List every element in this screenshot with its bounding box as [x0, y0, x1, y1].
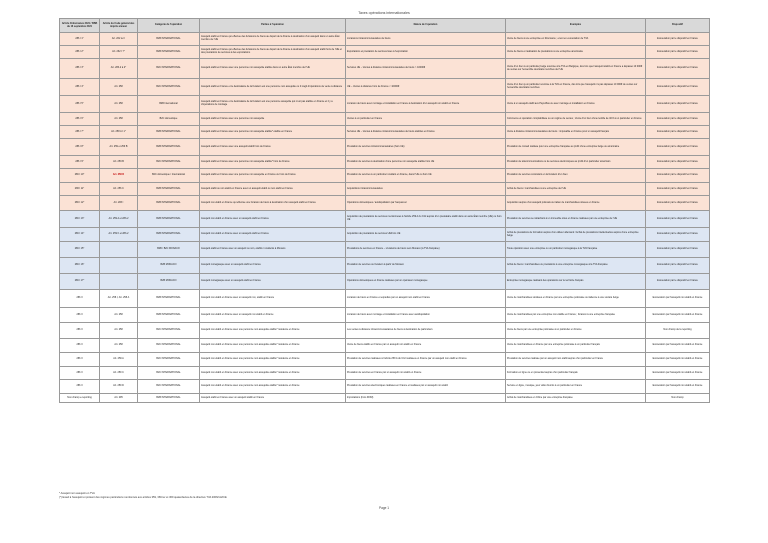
row-parties: Assujetti non établi en France avec un assujetti non, établi en France [200, 290, 346, 308]
row-parties: Assujetti non établi en France avec une personne non assujettie établie* résidente en France [200, 323, 346, 339]
row-parties: Assujetti non établi en France avec un assujetti établi en France [200, 211, 346, 228]
row-example: Vente d'un bien à un particulier soumise à la TVA en France, dès lors que l'assujetti n'a pas dépassé 10 000€ de ventes sur l'ensemble des États membres [506, 79, 646, 96]
row-cgi: Art. 259 A [100, 353, 138, 367]
row-dispositif: Exoneration par le dispositif en France [646, 113, 710, 126]
table-row [60, 59, 710, 79]
header-article-ordonnance: Article Ordonnance 2021 / BBB du 16 septembre 2021 [60, 19, 100, 33]
header-categorie: Catégorie de l'opération [138, 19, 200, 33]
row-article: 286 I 17° [60, 274, 100, 290]
table-row [60, 33, 710, 46]
row-dispositif: Exoneration par le dispositif en France [646, 79, 710, 96]
row-nature: Acquisitions intracommunautaires [346, 183, 506, 196]
row-category: B2B MONACO [138, 274, 200, 290]
table-row [60, 353, 710, 367]
row-example: Achat de prestations de formation auprès d'un éditeur allemand / Achat de prestations intellectuelles auprès d'une entreprise belge [506, 228, 646, 242]
table-row [60, 126, 710, 139]
row-parties: Assujetti établi en France qui effectue des livraisons de biens au départ de la France à destination d'un assujetti dans un autre État membre de l'UE [200, 33, 346, 46]
row-example: Vente de marchandises par une entreprise non établie en France ; livraison à une entreprise française [506, 308, 646, 323]
row-category: B2C INTERNATIONAL [138, 79, 200, 96]
row-example: Formation en ligne ou en présentiel auprès d'un particulier français [506, 367, 646, 380]
header-exemples: Exemples [506, 19, 646, 33]
row-category: B2B INTERNATIONAL [138, 33, 200, 46]
page-number: Page 1 [378, 506, 390, 510]
table-row [60, 290, 710, 308]
row-parties: Assujetti établi en France avec un assujetti établi en France [200, 394, 346, 403]
row-parties: Assujetti établi en France et le destinataire de la livraison est une personne assujettie qui n'est pas établie en France et il y a d'opérations de montage [200, 96, 346, 113]
table-row [60, 46, 710, 59]
row-cgi: Art. 283 I [100, 196, 138, 211]
table-row [60, 228, 710, 242]
row-dispositif: Exoneration par le dispositif en France [646, 258, 710, 274]
table-row [60, 242, 710, 258]
row-nature: Opérations domestiques en France réalisées par un opérateur monégasque [346, 274, 506, 290]
row-dispositif: Non champ [646, 394, 710, 403]
row-cgi: Art. 258 I, Art. 258 A [100, 290, 138, 308]
row-nature: UE – Ventes à distance hors de France < 10000€ [346, 79, 506, 96]
row-article: 286 I 6° [60, 113, 100, 126]
row-cgi: Art. 256 C [100, 183, 138, 196]
row-cgi: Art. 259 D [100, 380, 138, 394]
header-article-cgi: Article du Code général des impôts annexé [100, 19, 138, 33]
table-row [60, 367, 710, 380]
row-article: 286 I 14° [60, 228, 100, 242]
row-nature: Les ventes à distance intracommunautaires de biens à destination de particuliers [346, 323, 506, 339]
row-category: B2B INTERNATIONAL [138, 126, 200, 139]
row-nature: Exportations et prestation de services liées à l'exportation [346, 46, 506, 59]
row-parties: Assujetti établi en France avec une personne non assujettie établie dans un autre État membre de l'UE [200, 59, 346, 79]
row-category: B2C domestique [138, 113, 200, 126]
row-parties: Assujetti non établi en France avec une personne non assujettie établie* résidente en France [200, 353, 346, 367]
row-dispositif: Exoneration par le dispositif en France [646, 169, 710, 183]
header-dispositif: Dispositif [646, 19, 710, 33]
row-dispositif: Exoneration par le dispositif en France [646, 274, 710, 290]
row-nature: Livraison de biens en France et expédiés par un assujetti non établi en France [346, 290, 506, 308]
row-parties: Assujetti non établi en France avec une personne non assujettie établie* résidente en France [200, 339, 346, 353]
row-category: B2C INTERNATIONAL [138, 353, 200, 367]
row-dispositif: Exoneration par le dispositif en France [646, 211, 710, 228]
row-dispositif: Exoneration par le dispositif en France [646, 242, 710, 258]
row-cgi: Art. 259 B [100, 156, 138, 169]
table-row [60, 183, 710, 196]
header-parties: Parties à l'opération [200, 19, 346, 33]
table-header-row [60, 19, 710, 33]
row-dispositif: Exoneration par le dispositif en France [646, 59, 710, 79]
row-cgi [100, 242, 138, 258]
row-category: B2C INTERNATIONAL [138, 367, 200, 380]
table-row [60, 211, 710, 228]
row-category: B2B INTERNATIONAL [138, 46, 200, 59]
row-example: Achat de marchandises en Chine par une entreprise française [506, 394, 646, 403]
row-parties: Assujetti établi en France avec une personne non assujettie [200, 113, 346, 126]
row-article: 286 I 16° [60, 258, 100, 274]
row-article: 286 I 13° [60, 211, 100, 228]
row-nature: Services UE – Ventes à distance intracommunautaires de biens établies en France [346, 126, 506, 139]
row-nature: Prestation de services intracommunautaires (hors UE) [346, 139, 506, 156]
row-category: B2C INTERNATIONAL [138, 323, 200, 339]
row-parties: Assujetti non établi en France avec une personne non assujettie établie* résidente en France [200, 367, 346, 380]
row-category: B2B INTERNATIONAL [138, 394, 200, 403]
row-nature: Prestation de services électroniques réalisées en France et réalisées par un assujetti non établi [346, 380, 506, 394]
row-cgi: Art. 258 [100, 339, 138, 353]
row-parties: Assujetti établi ou non établi en France avec un assujetti établi ou non établi en France [200, 183, 346, 196]
row-example: Achat de biens / marchandises ou prestations à une entreprise monégasque à la TVA française [506, 258, 646, 274]
row-article: 286 I 5° [60, 96, 100, 113]
row-cgi [100, 274, 138, 290]
table-row [60, 156, 710, 169]
table-row [60, 308, 710, 323]
row-dispositif: Exoneration par le dispositif en France [646, 46, 710, 59]
row-category: B2B INTERNATIONAL [138, 196, 200, 211]
row-dispositif: Exoneration par l'assujetti non établi en France [646, 367, 710, 380]
row-cgi: Art. 258 A I 1° [100, 126, 138, 139]
row-category: B2B / B2C MONACO [138, 242, 200, 258]
row-cgi [100, 258, 138, 274]
row-example: Prestation de télécommunications ou de services électroniques au profit d'un particulier américain [506, 156, 646, 169]
page-title: Taxes opérations internationales [358, 11, 410, 15]
row-nature: Livraison de biens avec montage et installation en France avec autoliquidation [346, 308, 506, 323]
row-cgi: Art. 258 [100, 323, 138, 339]
row-category: B2C domestique / International [138, 169, 200, 183]
table-row [60, 169, 710, 183]
row-cgi: Art. 258 [100, 96, 138, 113]
row-category: B2B INTERNATIONAL [138, 211, 200, 228]
row-example: Vente de marchandises en France par une entreprise polonaise à un particulier français [506, 339, 646, 353]
table-row [60, 79, 710, 96]
row-article: 286 I 15° [60, 242, 100, 258]
row-example: Vente de marchandises stockées en France par une entreprise polonaise ou italienne à une société belge [506, 290, 646, 308]
row-dispositif: Exoneration par le dispositif en France [646, 228, 710, 242]
row-article: 286 II [60, 339, 100, 353]
row-parties: Assujetti établi en France avec une assujetti établi hors de France [200, 139, 346, 156]
row-parties: Assujetti non établi en France avec un assujetti établi en France [200, 228, 346, 242]
table-row [60, 274, 710, 290]
table-row [60, 96, 710, 113]
row-dispositif: Exoneration par l'assujetti non établi en France [646, 380, 710, 394]
row-cgi: Art. 295 [100, 394, 138, 403]
row-nature: Prestation de services réalisées à l'article 259 A du CGI réalisées en France par un assujetti non établi en France [346, 353, 506, 367]
row-article: 286 II [60, 308, 100, 323]
row-category: B2B International [138, 96, 200, 113]
row-article: 286 I 8° [60, 139, 100, 156]
row-example: Prestation de conseil réalisée pour une entreprise française au profit d'une entreprise belge ou américaine [506, 139, 646, 156]
row-example: Vente à distance intracommunautaires de biens : imposable en France pour un assujetti français [506, 126, 646, 139]
row-dispositif: Exoneration par l'assujetti non établi en France [646, 308, 710, 323]
row-example: Vente à un assujetti établi aux Pays-Bas ou avec montage et installation en France [506, 96, 646, 113]
row-example: Vente de biens et réalisation de prestations à une entreprise américaine [506, 46, 646, 59]
header-nature: Nature de l'opération [346, 19, 506, 33]
table-row [60, 196, 710, 211]
row-dispositif: Non champ de la reporting [646, 323, 710, 339]
row-cgi: Art. 259 A et 283-2 [100, 211, 138, 228]
row-nature: Vente de biens établis en France par un assujetti non établi en France [346, 339, 506, 353]
row-parties: Assujetti non établi en France avec un assujetti non établi en France [200, 308, 346, 323]
row-cgi: Art. 259 F et 283-2 [100, 228, 138, 242]
row-dispositif: Exoneration par le dispositif en France [646, 33, 710, 46]
row-nature: Livraison de biens avec montage et installation en France à destination d'un assujetti non établi en France [346, 96, 506, 113]
row-article: 286 I 1° [60, 33, 100, 46]
row-article: 286 I 2° [60, 46, 100, 59]
row-parties: Assujetti monégasque avec un assujetti établi en France [200, 274, 346, 290]
row-parties: Assujetti non établi en France avec une personne non assujettie établie* résidente en France [200, 380, 346, 394]
row-example: Entreprise monégasque réalisant des opérations sur le territoire français [506, 274, 646, 290]
row-article: Non champ e-reporting [60, 394, 100, 403]
table-row [60, 139, 710, 156]
row-cgi: Art. 283-2 à 2° [100, 59, 138, 79]
row-nature: Prestation de services à un particulier résidant en France, dans l'UE ou hors UE [346, 169, 506, 183]
row-example: Prestation de services se rattachant à un immeuble situé en France réalisées par une entreprise de l'UE [506, 211, 646, 228]
row-dispositif: Exoneration par l'assujetti non établi en France [646, 353, 710, 367]
row-category: B2C INTERNATIONAL [138, 59, 200, 79]
row-category: B2B INTERNATIONAL [138, 139, 200, 156]
row-cgi: Art. 259 et 259 B [100, 139, 138, 156]
row-parties: Assujetti établi en France et le destinataire de la livraison est une personne non assujettie ou il s'agit d'opérations de vente à distance [200, 79, 346, 96]
row-example: Vente d'un bien à un particulier belge soumise à la TVA en Belgique, dès lors que l'assujetti établi en France a dépassé 10 000€ de ventes sur l'ensemble des États membres de l'UE [506, 59, 646, 79]
row-article: 286 I 4° [60, 79, 100, 96]
row-nature: Opérations domestiques / autoliquidation par l'acquéreur [346, 196, 506, 211]
row-nature: Importations (hors DOM) [346, 394, 506, 403]
row-parties: Assujetti établi en France avec une personne non assujettie établie* établie en France [200, 126, 346, 139]
row-cgi: Art. 262 ter I [100, 33, 138, 46]
table-row [60, 339, 710, 353]
row-dispositif: Exoneration par le dispositif en France [646, 156, 710, 169]
row-category: B2C INTERNATIONAL [138, 339, 200, 353]
row-cgi: Art. 259 C [100, 367, 138, 380]
row-article: 286 I 10° [60, 169, 100, 183]
row-article: 286 II [60, 367, 100, 380]
row-dispositif: Exoneration par l'assujetti non établi en France [646, 339, 710, 353]
row-article: 286 I 9° [60, 156, 100, 169]
row-example: Prestation de services réalisée par un assujetti non établi auprès d'un particulier en France [506, 353, 646, 367]
row-parties: Assujetti monégasque avec un assujetti établi en France [200, 258, 346, 274]
row-dispositif: Exoneration par le dispositif en France [646, 96, 710, 113]
row-example: Prestation de services consistant en la livraison d'un bien [506, 169, 646, 183]
row-article: 286 II [60, 353, 100, 367]
row-example: Commerce et opération comptabilisée ou un régime de ventes ; Vente d'un bien d'une lentille de 40 € à un particulier en France [506, 113, 646, 126]
operations-table [59, 18, 710, 403]
row-article: 286 I 11° [60, 183, 100, 196]
row-nature: Acquisition de prestations de services UE/hors UE [346, 228, 506, 242]
row-article: 286 II [60, 290, 100, 308]
row-example: Vente de biens à une entreprise en Roumanie ; envoi en exonération de TVA [506, 33, 646, 46]
row-nature: Ventes à un particulier en France [346, 113, 506, 126]
row-article: 286 II [60, 380, 100, 394]
row-nature: Services UE – Ventes à distance intracommunautaires de biens > 10000€ [346, 59, 506, 79]
row-nature: Livraisons intracommunautaires de biens [346, 33, 506, 46]
row-dispositif: Exoneration par le dispositif en France [646, 139, 710, 156]
row-example: Service en ligne, musique, jeux vidéo fournis à un particulier en France [506, 380, 646, 394]
row-category: B2C INTERNATIONAL [138, 380, 200, 394]
row-cgi: Art. 258 [100, 113, 138, 126]
row-article: 286 I 7° [60, 126, 100, 139]
row-article: 286 I 12° [60, 196, 100, 211]
row-example: Toute opération avec une entreprise ou un particulier monégasque à la TVA française [506, 242, 646, 258]
row-parties: Assujetti établi en France qui effectue des livraisons de biens au départ de la France à destination d'un assujetti établi hors de l'UE et des prestations de services à des exportations [200, 46, 346, 59]
table-row [60, 258, 710, 274]
row-category: B2B INTERNATIONAL [138, 228, 200, 242]
row-dispositif: Exoneration par le dispositif en France [646, 196, 710, 211]
row-cgi: Art. 258 [100, 308, 138, 323]
row-cgi: Art. 258 D [100, 169, 138, 183]
row-dispositif: Exoneration par l'assujetti non établi en France [646, 290, 710, 308]
row-dispositif: Exoneration par le dispositif en France [646, 126, 710, 139]
row-parties: Assujetti établi en France avec une personne non assujettie en France ou hors de France [200, 169, 346, 183]
row-nature: Prestation de services ou livraison à partir de Monaco [346, 258, 506, 274]
row-cgi: Art. 258 [100, 79, 138, 96]
row-category: B2B INTERNATIONAL [138, 290, 200, 308]
row-parties: Assujetti non établi en France qui effectue une livraison de biens à destination d'un assujetti établi en France [200, 196, 346, 211]
row-example: Vente de biens par une entreprise polonaise à un particulier en France [506, 323, 646, 339]
row-article: 286 I 3° [60, 59, 100, 79]
row-nature: Acquisition de prestations de services mentionnées à l'article 259 A du CGI auprès d'un prestataire établi dans un autre État membre (UE) ou hors UE [346, 211, 506, 228]
row-article: 286 II [60, 323, 100, 339]
footnote-1: * Assujetti non assujetti en TVA [59, 492, 95, 495]
table-row [60, 323, 710, 339]
footnote-2: (*) Exauf à l'assujetti et présent des régimes particuliers mentionnés aux articles 359, 369 ter et 369 quaterdecies de la directive TVA 2006/112/CE [59, 496, 227, 499]
row-example: Acquisition auprès d'un assujetti polonais ou italien de marchandises situées en France [506, 196, 646, 211]
row-nature: Prestations de services en France – Livraisons de biens vers Monaco (à TVA française) [346, 242, 506, 258]
row-parties: Assujetti établi en France avec une personne non assujettie établie* hors de France [200, 156, 346, 169]
row-dispositif: Exoneration par le dispositif en France [646, 183, 710, 196]
row-cgi: Art. 262 I 7° [100, 46, 138, 59]
row-example: Achat de biens / marchandises à une entreprise de l'UE [506, 183, 646, 196]
row-parties: Assujetti établi en France avec un assujetti ou non, établis / résidents à Monaco [200, 242, 346, 258]
table-row [60, 113, 710, 126]
row-category: B2B INTERNATIONAL [138, 183, 200, 196]
table-row [60, 394, 710, 403]
table-row [60, 380, 710, 394]
row-category: B2C INTERNATIONAL [138, 156, 200, 169]
row-category: B2B MONACO [138, 258, 200, 274]
row-category: B2B INTERNATIONAL [138, 308, 200, 323]
row-nature: Prestation de services en France par un assujetti non établi en France [346, 367, 506, 380]
row-nature: Prestation de services à destination d'une personne non assujettie établie hors UE [346, 156, 506, 169]
